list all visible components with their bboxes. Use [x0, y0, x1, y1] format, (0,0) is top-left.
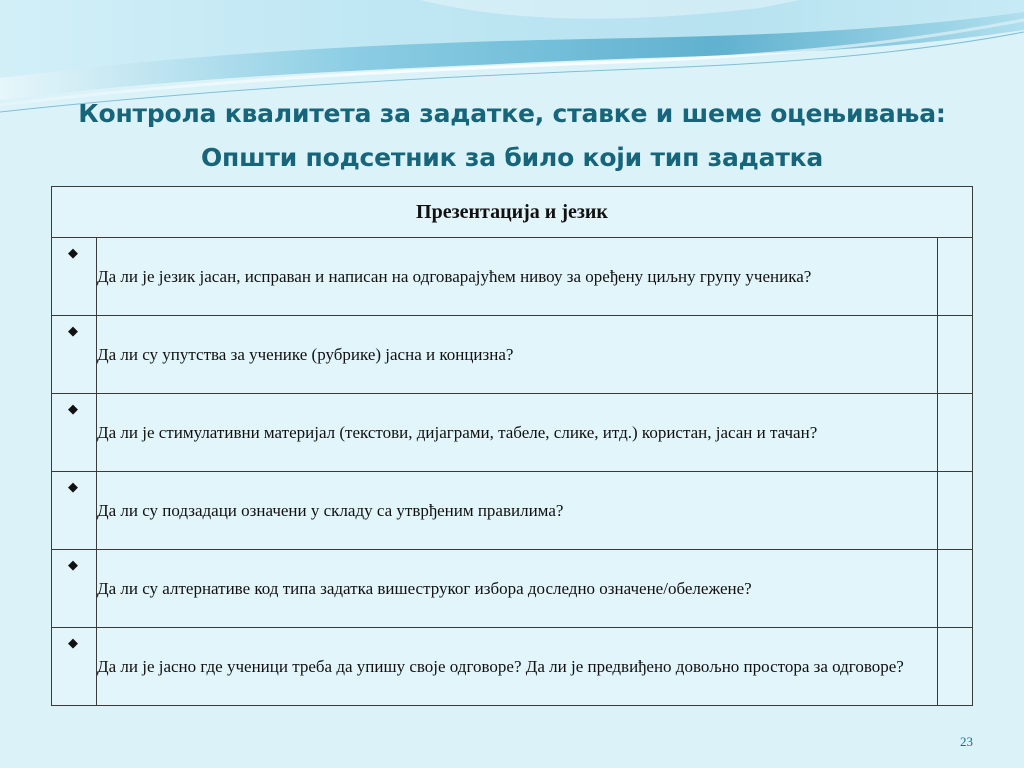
question-text: Да ли су алтернативе код типа задатка вишеструког избора доследно означене/обележене?	[97, 550, 938, 628]
slide-title	[0, 92, 1024, 180]
check-cell	[937, 472, 972, 550]
table-row	[52, 472, 973, 550]
diamond-bullet-icon: ◆	[68, 557, 78, 572]
diamond-bullet-icon: ◆	[68, 479, 78, 494]
checklist-table	[51, 186, 973, 706]
bullet-cell	[52, 550, 97, 628]
diamond-bullet-icon: ◆	[68, 245, 78, 260]
question-text: Да ли је језик јасан, исправан и написан на одговарајућем нивоу за орeђену циљну групу ученика?	[97, 238, 938, 316]
question-text: Да ли су подзадаци означени у складу са утврђеним правилима?	[97, 472, 938, 550]
check-cell	[937, 394, 972, 472]
table-header: Презентација и језик	[52, 187, 973, 238]
bullet-cell	[52, 628, 97, 706]
table-header-row	[52, 187, 973, 238]
diamond-bullet-icon: ◆	[68, 635, 78, 650]
bullet-cell	[52, 472, 97, 550]
bullet-cell	[52, 316, 97, 394]
table-row	[52, 628, 973, 706]
table-row	[52, 316, 973, 394]
bullet-cell	[52, 238, 97, 316]
slide-title-line-2: Општи подсетник за било који тип задатка	[200, 143, 824, 172]
question-text: Да ли су упутства за ученике (рубрике) јасна и концизна?	[97, 316, 938, 394]
table-row	[52, 550, 973, 628]
question-text: Да ли је јасно где ученици треба да упишу своје одговоре? Да ли је предвиђено довољно простора за одговоре?	[97, 628, 938, 706]
check-cell	[937, 238, 972, 316]
check-cell	[937, 628, 972, 706]
question-text: Да ли је стимулативни материјал (текстови, дијаграми, табеле, слике, итд.) користан, јасан и тачан?	[97, 394, 938, 472]
bullet-cell	[52, 394, 97, 472]
diamond-bullet-icon: ◆	[68, 401, 78, 416]
slide-number: 23	[960, 734, 973, 749]
diamond-bullet-icon: ◆	[68, 323, 78, 338]
check-cell	[937, 316, 972, 394]
table-row	[52, 394, 973, 472]
slide-title-line-1: Контрола квалитета за задатке, ставке и шеме оцењивања:	[78, 99, 946, 128]
table-row	[52, 238, 973, 316]
check-cell	[937, 550, 972, 628]
